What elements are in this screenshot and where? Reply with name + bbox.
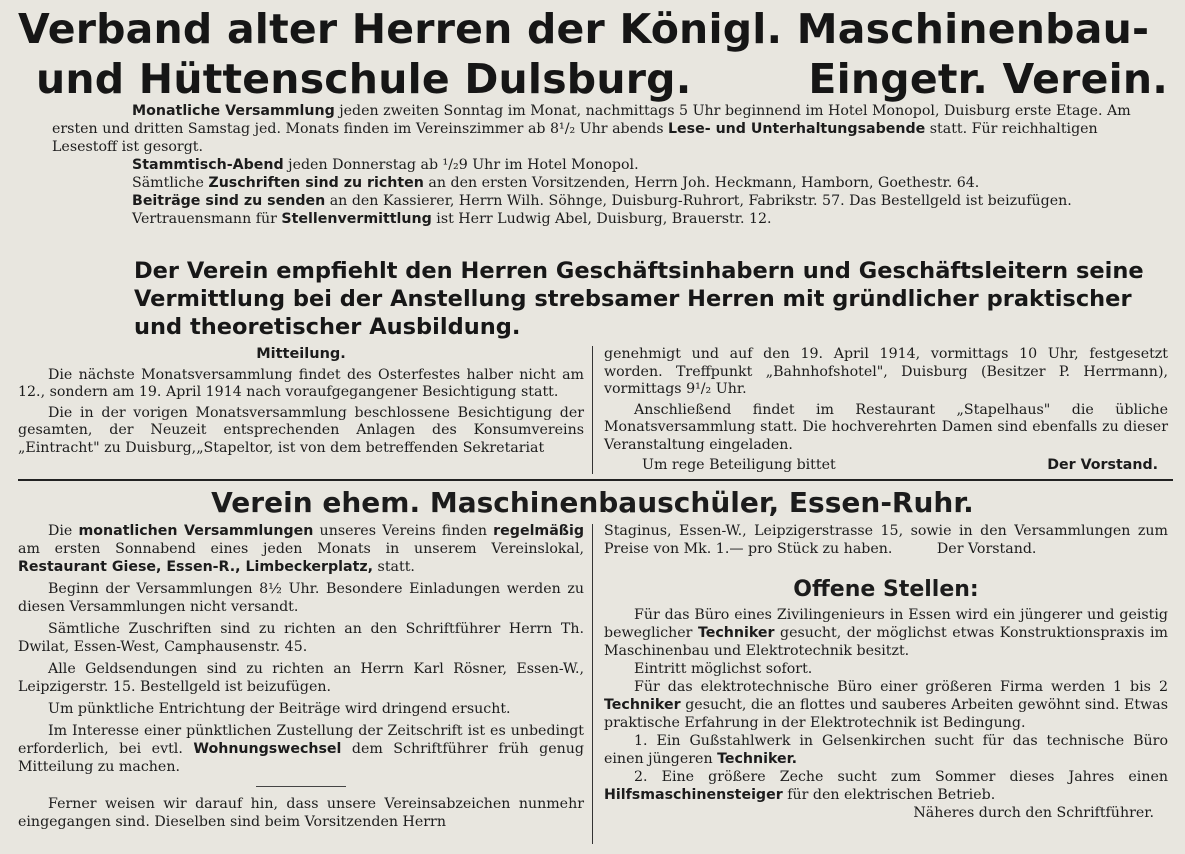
essen-small-rule [256, 786, 346, 787]
verband-info-block [52, 102, 1162, 228]
dues-paragraph [52, 192, 1162, 210]
essen-header: Verein ehem. Maschinenbauschüler, Essen-Ruhr. [211, 486, 974, 519]
dues-text: an den Kassierer, Herrn Wilh. Söhnge, Duisburg-Ruhrort, Fabrikstr. 57. Das Bestellgeld ist beizufügen. [325, 193, 1072, 209]
offene-p1 [604, 606, 1168, 660]
offene-p3-a: Für das elektrotechnische Büro einer größeren Firma werden 1 bis 2 [634, 679, 1168, 695]
section-divider [18, 479, 1173, 481]
essen-p5: Um pünktliche Entrichtung der Beiträge wird dringend ersucht. [48, 701, 511, 717]
mitteilung-left-p2: Die in der vorigen Monatsversammlung beschlossene Besichtigung der gesamten, der Neuzeit entsprechenden Anlagen des Konsumvereins „Eintracht" zu Duisburg,„Stapeltor, ist von dem betreffenden Sekretariat [18, 404, 584, 456]
stammtisch-label: Stammtisch-Abend [132, 157, 284, 173]
essen-p2: Beginn der Versammlungen 8½ Uhr. Besondere Einladungen werden zu diesen Versammlungen nicht versandt. [18, 581, 584, 615]
mitteilung-right-column [604, 346, 1168, 475]
essen-p6-b: Wohnungswechsel [193, 741, 342, 757]
correspondence-label: Zuschriften sind zu richten [208, 175, 424, 191]
recommendation-text: Der Verein empfiehlt den Herren Geschäftsinhabern und Geschäftsleitern seine Vermittlung bei der Anstellung strebsamer Herren mit gründlicher praktischer und theoretischer Ausbildung. [134, 258, 1144, 340]
reading-evenings-text: statt. Für reichhaltigen Lesestoff ist gesorgt. [52, 121, 1098, 155]
offene-p2: Eintritt möglichst sofort. [634, 661, 813, 677]
header-line-1: Verband alter Herren der Königl. Maschinenbau- [18, 5, 1150, 53]
offene-p1-c: gesucht, der möglichst etwas Konstruktionspraxis im Maschinenbau und Elektrotechnik besitzt. [604, 625, 1168, 659]
monthly-meeting-text: jeden zweiten Sonntag im Monat, nachmittags 5 Uhr beginnend im Hotel Monopol, Duisburg erste Etage. Am ersten und dritten Samstag jed. Monats finden im Vereinszimmer ab 8¹/₂ Uhr abends [52, 103, 1131, 137]
stammtisch-text: jeden Donnerstag ab ¹/₂9 Uhr im Hotel Monopol. [283, 157, 639, 173]
offene-p1-a: Für das Büro eines Zivilingenieurs in Essen wird ein jüngerer und geistig beweglicher [604, 607, 1168, 641]
essen-left-column [18, 522, 584, 835]
offene-p5-c: für den elektrischen Betrieb. [782, 787, 996, 803]
essen-p7: Ferner weisen wir darauf hin, dass unsere Vereinsabzeichen nunmehr eingegangen sind. Dieselben sind beim Vorsitzenden Herrn [18, 796, 584, 830]
essen-p3: Sämtliche Zuschriften sind zu richten an den Schriftführer Herrn Th. Dwilat, Essen-West, Camphausenstr. 45. [18, 621, 584, 655]
mitteilung-right-p2: Anschließend findet im Restaurant „Stapelhaus" die übliche Monatsversammlung statt. Die hochverehrten Damen sind ebenfalls zu dieser Veranstaltung eingeladen. [604, 401, 1168, 453]
offene-p1-b: Techniker [697, 625, 775, 641]
column-divider-top [592, 346, 593, 474]
header-line-2-left: und Hüttenschule Dulsburg. [36, 55, 692, 103]
correspondence-text: an den ersten Vorsitzenden, Herrn Joh. Heckmann, Hamborn, Goethestr. 64. [423, 175, 980, 191]
job-placement-prefix: Vertrauensmann für [132, 211, 282, 227]
mitteilung-sign-row [604, 457, 1168, 475]
essen-p1-e: am ersten Sonnabend eines jeden Monats in unserem Vereinslokal, [18, 541, 584, 557]
job-placement-label: Stellenvermittlung [281, 211, 432, 227]
mitteilung-left-column [18, 346, 584, 460]
header-line-2-right: Eingetr. Verein. [808, 55, 1168, 103]
mitteilung-closing: Um rege Beteiligung bittet [642, 457, 836, 473]
offene-p4-a: 1. Ein Gußstahlwerk in Gelsenkirchen sucht für das technische Büro einen jüngeren [604, 733, 1168, 767]
monthly-meeting-paragraph [52, 102, 1162, 156]
offene-p5-b: Hilfsmaschinensteiger [604, 787, 783, 803]
stammtisch-paragraph [52, 156, 1162, 174]
reading-evenings-label: Lese- und Unterhaltungsabende [668, 121, 926, 137]
essen-r1-signature: Der Vorstand. [936, 541, 1037, 557]
offene-p6: Näheres durch den Schriftführer. [913, 805, 1154, 821]
mitteilung-left-p1: Die nächste Monatsversammlung findet des Osterfestes halber nicht am 12., sondern am 19. April 1914 nach voraufgegangener Besichtigung statt. [18, 366, 584, 400]
offene-p5 [604, 768, 1168, 804]
essen-meetings-paragraph [18, 522, 584, 576]
essen-p6-c: dem Schriftführer früh genug Mitteilung zu machen. [18, 741, 584, 775]
correspondence-prefix: Sämtliche [132, 175, 209, 191]
offene-p3-c: gesucht, die an flottes und sauberes Arbeiten gewöhnt sind. Etwas praktische Erfahrung in der Elektrotechnik ist Bedingung. [604, 697, 1168, 731]
job-placement-paragraph [52, 210, 1162, 228]
mitteilung-right-p1: genehmigt und auf den 19. April 1914, vormittags 10 Uhr, festgesetzt worden. Treffpunkt „Bahnhofshotel", Duisburg (Besitzer P. Herrmann), vormittags 9¹/₂ Uhr. [604, 346, 1168, 397]
essen-p1-g: statt. [373, 559, 415, 575]
column-divider-bottom [592, 524, 593, 844]
essen-p1-d: regelmäßig [493, 523, 585, 539]
verband-header [18, 4, 1168, 104]
offene-p4 [604, 732, 1168, 768]
offene-p3-b: Techniker [604, 697, 681, 713]
essen-p1-b: monatlichen Versammlungen [78, 523, 314, 539]
offene-p3 [604, 678, 1168, 732]
essen-right-column [604, 522, 1168, 822]
mitteilung-title: Mitteilung. [256, 346, 346, 362]
recommendation-headline [52, 257, 1162, 341]
header-line-2 [18, 54, 1168, 104]
offene-p4-b: Techniker. [717, 751, 798, 767]
job-placement-text: ist Herr Ludwig Abel, Duisburg, Brauerstr. 12. [431, 211, 772, 227]
monthly-meeting-label: Monatliche Versammlung [132, 103, 335, 119]
essen-r1-text: Staginus, Essen-W., Leipzigerstrasse 15, sowie in den Versammlungen zum Preise von Mk. 1.— pro Stück zu haben. [604, 523, 1168, 557]
offene-p5-a: 2. Eine größere Zeche sucht zum Sommer dieses Jahres einen [634, 769, 1168, 785]
dues-label: Beiträge sind zu senden [132, 193, 326, 209]
essen-p1-c: unseres Vereins finden [313, 523, 494, 539]
essen-p6 [18, 722, 584, 776]
essen-p1-a: Die [48, 523, 79, 539]
essen-p1-f: Restaurant Giese, Essen-R., Limbeckerplatz, [18, 559, 374, 575]
essen-p6-a: Im Interesse einer pünktlichen Zustellung der Zeitschrift ist es unbedingt erforderlich, bei evtl. [18, 723, 584, 757]
correspondence-paragraph [52, 174, 1162, 192]
offene-stellen-title: Offene Stellen: [793, 577, 979, 602]
mitteilung-signature: Der Vorstand. [1047, 457, 1158, 473]
essen-p4: Alle Geldsendungen sind zu richten an Herrn Karl Rösner, Essen-W., Leipzigerstr. 15. Bestellgeld ist beizufügen. [18, 661, 584, 695]
essen-r1 [604, 522, 1168, 558]
